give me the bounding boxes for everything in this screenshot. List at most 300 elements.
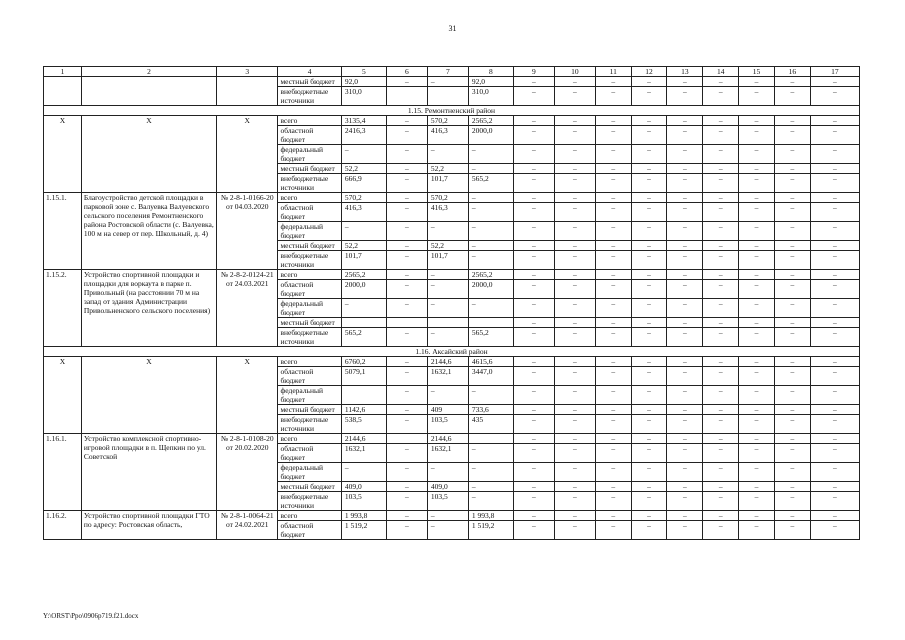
value-col17: – — [810, 463, 859, 482]
column-number: 14 — [703, 67, 739, 77]
value-col17: – — [810, 444, 859, 463]
value-col6: – — [386, 511, 427, 521]
value-col16: – — [774, 482, 810, 492]
value-col9: – — [513, 521, 554, 540]
value-col5: – — [341, 145, 386, 164]
budget-source-label: областной бюджет — [278, 444, 341, 463]
value-col13: – — [667, 193, 703, 203]
budget-source-label: федеральный бюджет — [278, 386, 341, 405]
value-col17: – — [810, 521, 859, 540]
value-col16: – — [774, 492, 810, 511]
value-col12: – — [631, 521, 667, 540]
value-col10: – — [554, 203, 595, 222]
total-marker-col3: Х — [217, 116, 278, 193]
budget-source-label: внебюджетные источники — [278, 174, 341, 193]
value-col8: – — [468, 222, 513, 241]
value-col6: – — [386, 174, 427, 193]
value-col11: – — [595, 270, 631, 280]
value-col7: – — [427, 511, 468, 521]
budget-table — [43, 66, 860, 540]
value-col9: – — [513, 280, 554, 299]
value-col7: – — [427, 77, 468, 87]
section-title: 1.15. Ремонтненский район — [44, 106, 860, 116]
value-col15: – — [739, 145, 775, 164]
value-col10: – — [554, 434, 595, 444]
budget-source-label: внебюджетные источники — [278, 87, 341, 106]
value-col17: – — [810, 405, 859, 415]
value-col14: – — [703, 405, 739, 415]
value-col12: – — [631, 463, 667, 482]
value-col12: – — [631, 492, 667, 511]
value-col14: – — [703, 521, 739, 540]
value-col6: – — [386, 482, 427, 492]
value-col14: – — [703, 222, 739, 241]
value-col10: – — [554, 511, 595, 521]
value-col17: – — [810, 174, 859, 193]
value-col15: – — [739, 318, 775, 328]
budget-source-label: федеральный бюджет — [278, 145, 341, 164]
column-number: 17 — [810, 67, 859, 77]
value-col13: – — [667, 511, 703, 521]
value-col5: 310,0 — [341, 87, 386, 106]
total-marker-col1: Х — [44, 357, 82, 434]
value-col15: – — [739, 87, 775, 106]
value-col5: 2416,3 — [341, 126, 386, 145]
value-col16: – — [774, 434, 810, 444]
value-col12: – — [631, 116, 667, 126]
value-col15: – — [739, 222, 775, 241]
value-col15: – — [739, 511, 775, 521]
value-col16: – — [774, 463, 810, 482]
value-col13: – — [667, 270, 703, 280]
value-col17: – — [810, 318, 859, 328]
value-col16: – — [774, 521, 810, 540]
value-col15: – — [739, 193, 775, 203]
value-col14: – — [703, 193, 739, 203]
value-col15: – — [739, 299, 775, 318]
value-col10: – — [554, 241, 595, 251]
value-col12: – — [631, 77, 667, 87]
value-col11: – — [595, 251, 631, 270]
value-col5: 2565,2 — [341, 270, 386, 280]
value-col5: 1632,1 — [341, 444, 386, 463]
budget-row — [44, 77, 860, 87]
value-col16: – — [774, 270, 810, 280]
value-col11: – — [595, 511, 631, 521]
budget-row — [44, 270, 860, 280]
column-number: 5 — [341, 67, 386, 77]
value-col14: – — [703, 126, 739, 145]
column-number: 15 — [739, 67, 775, 77]
value-col7 — [427, 87, 468, 106]
value-col12: – — [631, 434, 667, 444]
value-col13: – — [667, 299, 703, 318]
value-col17: – — [810, 357, 859, 367]
value-col15: – — [739, 386, 775, 405]
value-col17: – — [810, 299, 859, 318]
value-col6: – — [386, 463, 427, 482]
budget-source-label: всего — [278, 511, 341, 521]
value-col14: – — [703, 328, 739, 347]
value-col15: – — [739, 174, 775, 193]
value-col6: – — [386, 444, 427, 463]
value-col15: – — [739, 280, 775, 299]
value-col14: – — [703, 251, 739, 270]
value-col7: – — [427, 328, 468, 347]
value-col10: – — [554, 280, 595, 299]
value-col6 — [386, 318, 427, 328]
value-col12: – — [631, 482, 667, 492]
value-col10: – — [554, 463, 595, 482]
value-col5: 101,7 — [341, 251, 386, 270]
value-col13: – — [667, 405, 703, 415]
value-col13: – — [667, 386, 703, 405]
column-number: 12 — [631, 67, 667, 77]
value-col11: – — [595, 164, 631, 174]
value-col17: – — [810, 241, 859, 251]
value-col17: – — [810, 415, 859, 434]
footer-path: Y:\ORST\Ppo\0906p719.f21.docx — [43, 612, 139, 620]
value-col10: – — [554, 116, 595, 126]
value-col8: 2565,2 — [468, 116, 513, 126]
value-col14: – — [703, 280, 739, 299]
budget-source-label: всего — [278, 193, 341, 203]
value-col8: 435 — [468, 415, 513, 434]
value-col14: – — [703, 482, 739, 492]
column-number: 13 — [667, 67, 703, 77]
item-document: № 2-8-1-0166-20 от 04.03.2020 — [217, 193, 278, 270]
value-col15: – — [739, 463, 775, 482]
value-col7: 103,5 — [427, 415, 468, 434]
value-col11: – — [595, 280, 631, 299]
value-col13: – — [667, 87, 703, 106]
budget-row — [44, 116, 860, 126]
value-col12: – — [631, 357, 667, 367]
value-col8: – — [468, 145, 513, 164]
item-name: Устройство комплексной спортивно-игровой площадки в п. Щепкин по ул. Советской — [81, 434, 216, 511]
value-col5: 52,2 — [341, 164, 386, 174]
value-col16: – — [774, 444, 810, 463]
item-number: 1.15.1. — [44, 193, 82, 270]
value-col7: – — [427, 270, 468, 280]
value-col8: – — [468, 251, 513, 270]
value-col5: 416,3 — [341, 203, 386, 222]
value-col15: – — [739, 357, 775, 367]
value-col12: – — [631, 164, 667, 174]
value-col8: 565,2 — [468, 174, 513, 193]
value-col8: 4615,6 — [468, 357, 513, 367]
value-col9: – — [513, 241, 554, 251]
value-col12: – — [631, 386, 667, 405]
value-col17: – — [810, 434, 859, 444]
value-col5: 2000,0 — [341, 280, 386, 299]
value-col17: – — [810, 126, 859, 145]
value-col16: – — [774, 357, 810, 367]
value-col7: 416,3 — [427, 203, 468, 222]
value-col13: – — [667, 222, 703, 241]
value-col14: – — [703, 164, 739, 174]
value-col10: – — [554, 521, 595, 540]
value-col6: – — [386, 386, 427, 405]
value-col17: – — [810, 367, 859, 386]
value-col6: – — [386, 270, 427, 280]
value-col13: – — [667, 164, 703, 174]
value-col6: – — [386, 405, 427, 415]
value-col5: 570,2 — [341, 193, 386, 203]
value-col13: – — [667, 203, 703, 222]
value-col14: – — [703, 357, 739, 367]
column-number: 11 — [595, 67, 631, 77]
item-document: № 2-8-2-0124-21 от 24.03.2021 — [217, 270, 278, 347]
budget-source-label: внебюджетные источники — [278, 251, 341, 270]
value-col10: – — [554, 299, 595, 318]
value-col8: 2000,0 — [468, 280, 513, 299]
value-col6: – — [386, 415, 427, 434]
value-col10: – — [554, 164, 595, 174]
value-col9: – — [513, 270, 554, 280]
section-title-row — [44, 106, 860, 116]
value-col7: 409,0 — [427, 482, 468, 492]
value-col16: – — [774, 145, 810, 164]
value-col5: – — [341, 222, 386, 241]
value-col11: – — [595, 318, 631, 328]
budget-row — [44, 357, 860, 367]
value-col17: – — [810, 193, 859, 203]
value-col8: 2000,0 — [468, 126, 513, 145]
value-col5: 1 519,2 — [341, 521, 386, 540]
value-col14: – — [703, 270, 739, 280]
value-col6: – — [386, 357, 427, 367]
value-col17: – — [810, 386, 859, 405]
column-number: 6 — [386, 67, 427, 77]
budget-source-label: внебюджетные источники — [278, 415, 341, 434]
item-number: 1.15.2. — [44, 270, 82, 347]
value-col9: – — [513, 251, 554, 270]
value-col10: – — [554, 328, 595, 347]
column-number: 4 — [278, 67, 341, 77]
header-row — [44, 67, 860, 77]
column-number: 1 — [44, 67, 82, 77]
value-col17: – — [810, 116, 859, 126]
value-col13: – — [667, 415, 703, 434]
value-col13: – — [667, 434, 703, 444]
value-col9: – — [513, 193, 554, 203]
value-col8: 2565,2 — [468, 270, 513, 280]
value-col10: – — [554, 492, 595, 511]
value-col5: 92,0 — [341, 77, 386, 87]
budget-source-label: федеральный бюджет — [278, 463, 341, 482]
value-col10: – — [554, 482, 595, 492]
budget-source-label: внебюджетные источники — [278, 492, 341, 511]
value-col8: – — [468, 492, 513, 511]
value-col11: – — [595, 299, 631, 318]
value-col12: – — [631, 193, 667, 203]
value-col13: – — [667, 357, 703, 367]
item-name: Устройство спортивной площадки и площадки для воркаута в парке п. Привольный (на расстоянии 70 м на запад от здания Администрации Привольненского сельского поселения) — [81, 270, 216, 347]
item-number: 1.16.2. — [44, 511, 82, 540]
value-col12: – — [631, 145, 667, 164]
budget-source-label: всего — [278, 116, 341, 126]
value-col7: 52,2 — [427, 241, 468, 251]
value-col13: – — [667, 328, 703, 347]
value-col11: – — [595, 222, 631, 241]
value-col10: – — [554, 270, 595, 280]
value-col14: – — [703, 318, 739, 328]
value-col14: – — [703, 299, 739, 318]
value-col16: – — [774, 241, 810, 251]
value-col11: – — [595, 357, 631, 367]
value-col10: – — [554, 222, 595, 241]
budget-source-label: всего — [278, 270, 341, 280]
budget-source-label: областной бюджет — [278, 521, 341, 540]
value-col11: – — [595, 126, 631, 145]
value-col14: – — [703, 77, 739, 87]
value-col16: – — [774, 415, 810, 434]
value-col12: – — [631, 405, 667, 415]
value-col9: – — [513, 299, 554, 318]
value-col5: 5079,1 — [341, 367, 386, 386]
value-col11: – — [595, 434, 631, 444]
value-col7: 409 — [427, 405, 468, 415]
value-col12: – — [631, 415, 667, 434]
value-col10: – — [554, 87, 595, 106]
value-col8: – — [468, 444, 513, 463]
value-col6: – — [386, 222, 427, 241]
value-col6: – — [386, 241, 427, 251]
value-col8: – — [468, 482, 513, 492]
value-col10: – — [554, 386, 595, 405]
value-col9: – — [513, 77, 554, 87]
value-col5: 1 993,8 — [341, 511, 386, 521]
value-col17: – — [810, 222, 859, 241]
value-col14: – — [703, 492, 739, 511]
value-col7: 2144,6 — [427, 434, 468, 444]
value-col10: – — [554, 357, 595, 367]
value-col7: – — [427, 386, 468, 405]
value-col5 — [341, 386, 386, 405]
continued-cell-col2 — [81, 77, 216, 106]
value-col16: – — [774, 77, 810, 87]
value-col15: – — [739, 415, 775, 434]
value-col8: 733,6 — [468, 405, 513, 415]
value-col15: – — [739, 251, 775, 270]
value-col14: – — [703, 241, 739, 251]
total-marker-col1: Х — [44, 116, 82, 193]
value-col10: – — [554, 193, 595, 203]
value-col5: 103,5 — [341, 492, 386, 511]
value-col8: – — [468, 299, 513, 318]
value-col14: – — [703, 444, 739, 463]
value-col5: 6760,2 — [341, 357, 386, 367]
value-col11: – — [595, 367, 631, 386]
value-col17: – — [810, 77, 859, 87]
value-col11: – — [595, 492, 631, 511]
value-col7: 416,3 — [427, 126, 468, 145]
value-col12: – — [631, 174, 667, 193]
value-col11: – — [595, 193, 631, 203]
value-col12: – — [631, 270, 667, 280]
value-col9: – — [513, 164, 554, 174]
budget-source-label: местный бюджет — [278, 241, 341, 251]
value-col6: – — [386, 492, 427, 511]
value-col11: – — [595, 463, 631, 482]
value-col15: – — [739, 270, 775, 280]
value-col16: – — [774, 299, 810, 318]
value-col9: – — [513, 116, 554, 126]
value-col14: – — [703, 174, 739, 193]
value-col11: – — [595, 241, 631, 251]
value-col11: – — [595, 405, 631, 415]
value-col5: 666,9 — [341, 174, 386, 193]
section-title-row — [44, 347, 860, 357]
value-col7: – — [427, 280, 468, 299]
value-col12: – — [631, 318, 667, 328]
value-col14: – — [703, 434, 739, 444]
value-col7: 103,5 — [427, 492, 468, 511]
budget-source-label: всего — [278, 357, 341, 367]
value-col15: – — [739, 164, 775, 174]
value-col11: – — [595, 116, 631, 126]
item-number: 1.16.1. — [44, 434, 82, 511]
value-col9: – — [513, 328, 554, 347]
budget-source-label: внебюджетные источники — [278, 328, 341, 347]
budget-source-label: федеральный бюджет — [278, 222, 341, 241]
budget-source-label: местный бюджет — [278, 164, 341, 174]
value-col11: – — [595, 386, 631, 405]
value-col17: – — [810, 492, 859, 511]
value-col13: – — [667, 280, 703, 299]
value-col16: – — [774, 386, 810, 405]
value-col13: – — [667, 463, 703, 482]
value-col13: – — [667, 251, 703, 270]
value-col9: – — [513, 126, 554, 145]
value-col13: – — [667, 482, 703, 492]
value-col8: – — [468, 386, 513, 405]
value-col12: – — [631, 328, 667, 347]
value-col10: – — [554, 77, 595, 87]
value-col5: 565,2 — [341, 328, 386, 347]
budget-source-label: местный бюджет — [278, 405, 341, 415]
value-col5: 52,2 — [341, 241, 386, 251]
value-col8: – — [468, 463, 513, 482]
value-col8 — [468, 318, 513, 328]
value-col9: – — [513, 367, 554, 386]
budget-source-label: областной бюджет — [278, 126, 341, 145]
value-col12: – — [631, 251, 667, 270]
value-col11: – — [595, 415, 631, 434]
value-col8 — [468, 434, 513, 444]
value-col7: – — [427, 145, 468, 164]
value-col12: – — [631, 222, 667, 241]
value-col12: – — [631, 444, 667, 463]
budget-row — [44, 434, 860, 444]
budget-row — [44, 511, 860, 521]
value-col6: – — [386, 193, 427, 203]
value-col12: – — [631, 367, 667, 386]
value-col16: – — [774, 328, 810, 347]
value-col8: – — [468, 193, 513, 203]
value-col13: – — [667, 367, 703, 386]
value-col16: – — [774, 164, 810, 174]
value-col15: – — [739, 521, 775, 540]
value-col7: 2144,6 — [427, 357, 468, 367]
value-col13: – — [667, 318, 703, 328]
value-col17: – — [810, 280, 859, 299]
value-col14: – — [703, 367, 739, 386]
budget-source-label: федеральный бюджет — [278, 299, 341, 318]
budget-source-label: областной бюджет — [278, 280, 341, 299]
value-col6: – — [386, 280, 427, 299]
